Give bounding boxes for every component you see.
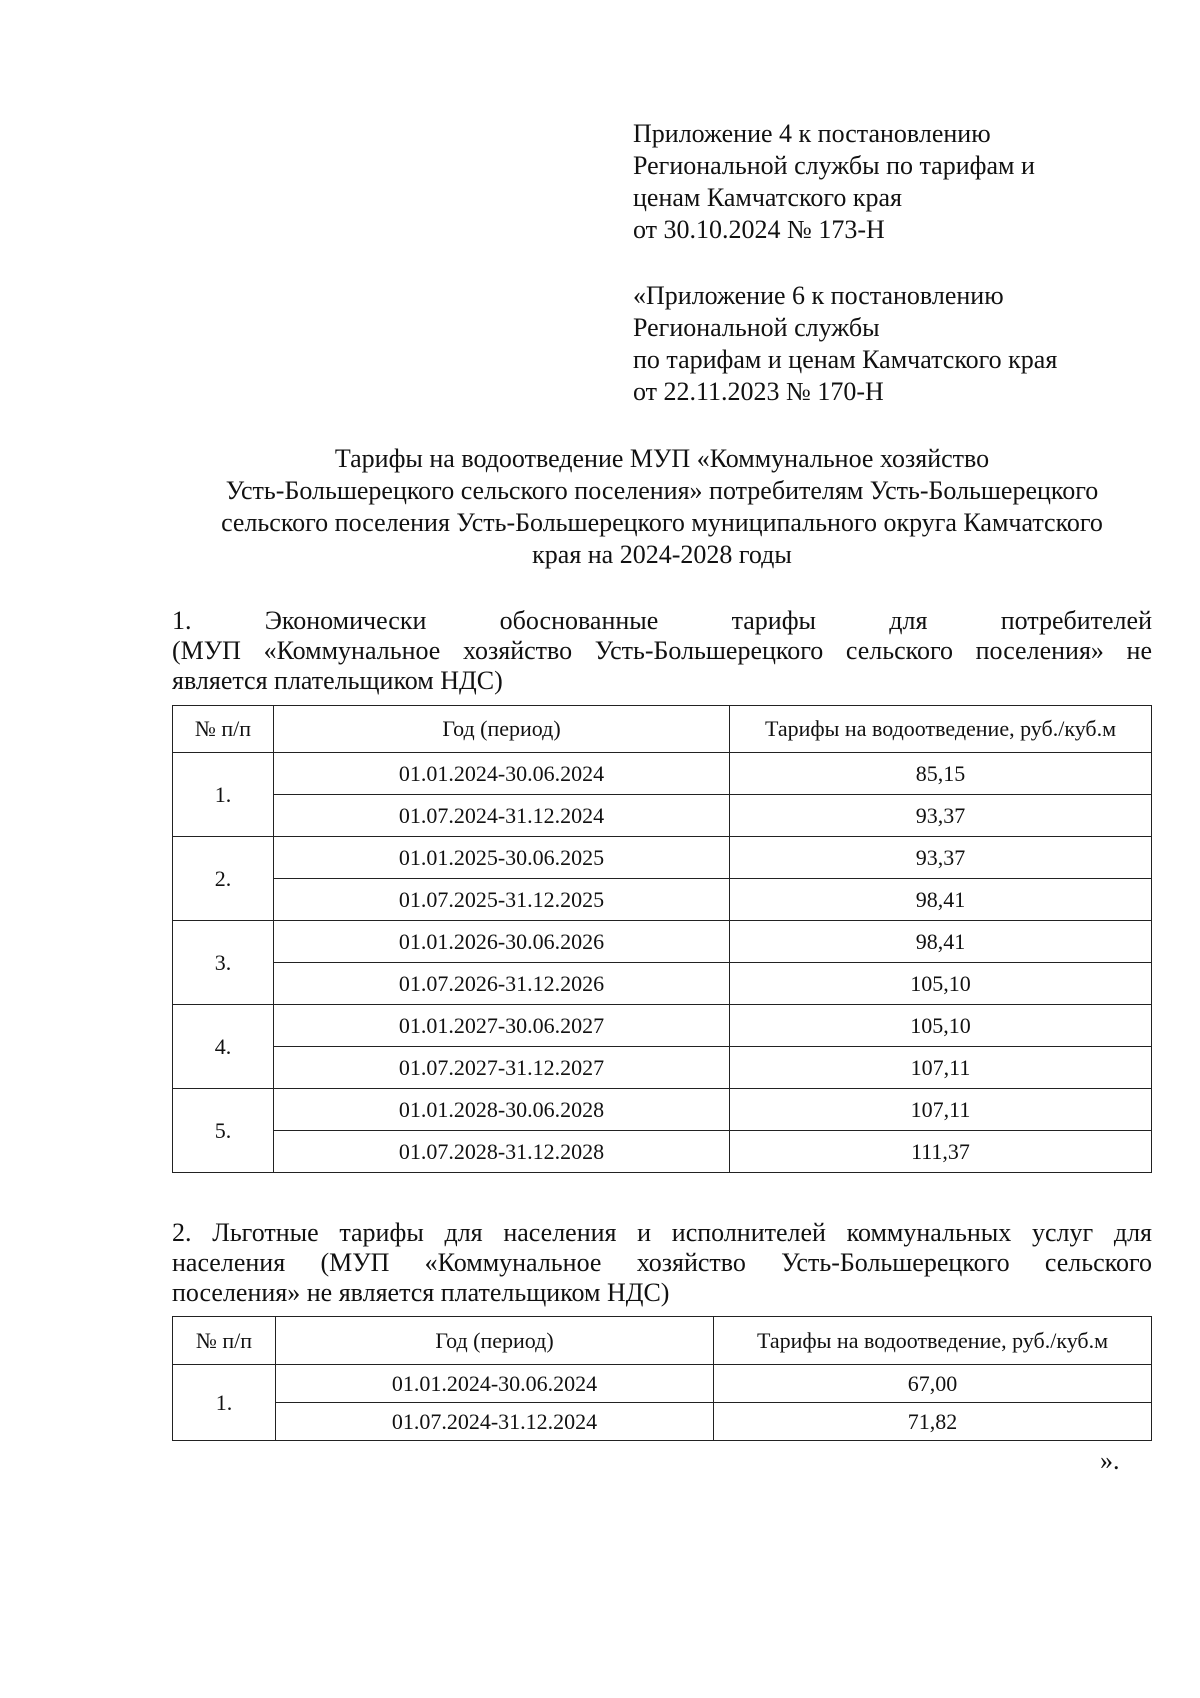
section-2-heading-line: 2. Льготные тарифы для населения и исполнителей коммунальных услуг для: [172, 1218, 1152, 1247]
column-header-number: № п/п: [173, 706, 274, 753]
row-number: 1.: [173, 753, 274, 837]
table-row: [173, 1005, 1152, 1047]
period-cell: 01.01.2027-30.06.2027: [274, 1005, 730, 1047]
tariff-cell: 67,00: [714, 1365, 1152, 1403]
tariff-cell: 98,41: [730, 879, 1152, 921]
tariff-cell: 105,10: [730, 1005, 1152, 1047]
section-1-heading: [172, 606, 1152, 696]
period-cell: 01.01.2025-30.06.2025: [274, 837, 730, 879]
table-row: [173, 1131, 1152, 1173]
table-row: [173, 963, 1152, 1005]
appendix-4-line: Региональной службы по тарифам и: [633, 151, 1035, 180]
table-row: [173, 921, 1152, 963]
appendix-4-reference: [633, 118, 1153, 246]
table-row: [173, 1089, 1152, 1131]
appendix-6-line: от 22.11.2023 № 170-Н: [633, 377, 884, 406]
table-row: [173, 753, 1152, 795]
column-header-period: Год (период): [274, 706, 730, 753]
table-row: [173, 837, 1152, 879]
section-1-heading-line: 1. Экономически обоснованные тарифы для потребителей: [172, 606, 1152, 635]
appendix-6-line: Региональной службы: [633, 313, 880, 342]
section-2-heading: [172, 1218, 1152, 1308]
row-number: 2.: [173, 837, 274, 921]
economic-tariffs-table: [172, 705, 1152, 1173]
appendix-6-reference: [633, 280, 1153, 408]
period-cell: 01.07.2027-31.12.2027: [274, 1047, 730, 1089]
appendix-6-line: по тарифам и ценам Камчатского края: [633, 345, 1058, 374]
section-2-heading-line: населения (МУП «Коммунальное хозяйство Усть-Большерецкого сельского: [172, 1248, 1152, 1277]
period-cell: 01.07.2028-31.12.2028: [274, 1131, 730, 1173]
title-line: края на 2024-2028 годы: [532, 540, 792, 569]
row-number: 1.: [173, 1365, 276, 1441]
period-cell: 01.01.2024-30.06.2024: [276, 1365, 714, 1403]
tariff-cell: 85,15: [730, 753, 1152, 795]
period-cell: 01.07.2025-31.12.2025: [274, 879, 730, 921]
period-cell: 01.07.2026-31.12.2026: [274, 963, 730, 1005]
row-number: 5.: [173, 1089, 274, 1173]
period-cell: 01.07.2024-31.12.2024: [276, 1403, 714, 1441]
tariff-cell: 93,37: [730, 837, 1152, 879]
title-line: Усть-Большерецкого сельского поселения» потребителям Усть-Большерецкого: [225, 476, 1099, 505]
table-header-row: [173, 706, 1152, 753]
table-row: [173, 1047, 1152, 1089]
tariff-cell: 93,37: [730, 795, 1152, 837]
period-cell: 01.01.2028-30.06.2028: [274, 1089, 730, 1131]
tariff-cell: 98,41: [730, 921, 1152, 963]
row-number: 4.: [173, 1005, 274, 1089]
table-header-row: [173, 1317, 1152, 1365]
period-cell: 01.01.2026-30.06.2026: [274, 921, 730, 963]
closing-quote: ».: [1100, 1446, 1120, 1475]
column-header-number: № п/п: [173, 1317, 276, 1365]
appendix-4-line: от 30.10.2024 № 173-Н: [633, 215, 885, 244]
table-row: [173, 879, 1152, 921]
preferential-tariffs-table: [172, 1316, 1152, 1441]
appendix-4-line: ценам Камчатского края: [633, 183, 902, 212]
column-header-period: Год (период): [276, 1317, 714, 1365]
period-cell: 01.07.2024-31.12.2024: [274, 795, 730, 837]
table-row: [173, 1403, 1152, 1441]
table-row: [173, 795, 1152, 837]
title-line: Тарифы на водоотведение МУП «Коммунальное хозяйство: [334, 444, 990, 473]
table-row: [173, 1365, 1152, 1403]
tariff-cell: 111,37: [730, 1131, 1152, 1173]
tariff-cell: 107,11: [730, 1047, 1152, 1089]
period-cell: 01.01.2024-30.06.2024: [274, 753, 730, 795]
document-title: [172, 443, 1152, 571]
section-1-heading-line: является плательщиком НДС): [172, 666, 503, 695]
tariff-cell: 71,82: [714, 1403, 1152, 1441]
column-header-tariff: Тарифы на водоотведение, руб./куб.м: [730, 706, 1152, 753]
row-number: 3.: [173, 921, 274, 1005]
title-line: сельского поселения Усть-Большерецкого муниципального округа Камчатского: [221, 508, 1103, 537]
column-header-tariff: Тарифы на водоотведение, руб./куб.м: [714, 1317, 1152, 1365]
appendix-6-line: «Приложение 6 к постановлению: [633, 281, 1004, 310]
section-2-heading-line: поселения» не является плательщиком НДС): [172, 1278, 670, 1307]
appendix-4-line: Приложение 4 к постановлению: [633, 119, 991, 148]
section-1-heading-line: (МУП «Коммунальное хозяйство Усть-Большерецкого сельского поселения» не: [172, 636, 1152, 665]
tariff-cell: 107,11: [730, 1089, 1152, 1131]
tariff-cell: 105,10: [730, 963, 1152, 1005]
